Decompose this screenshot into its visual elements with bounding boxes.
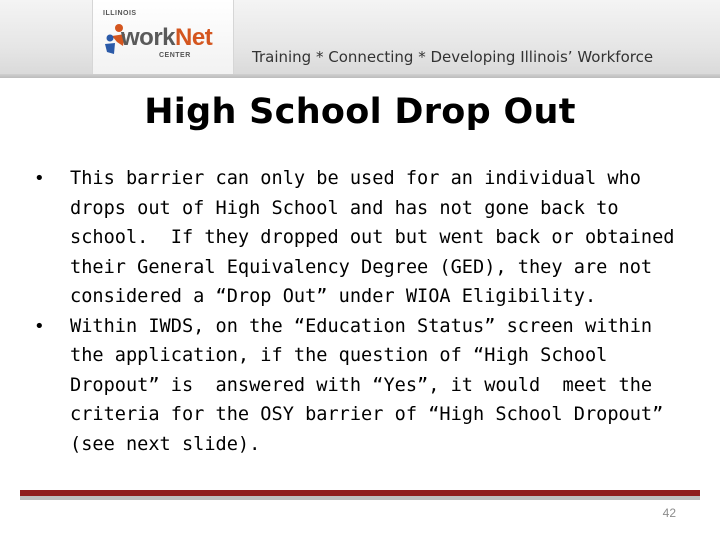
slide-title: High School Drop Out xyxy=(144,92,576,132)
header-banner xyxy=(0,0,720,78)
bullet-line: Within IWDS, on the “Education Status” screen within xyxy=(70,315,653,337)
bullet-item xyxy=(34,312,684,460)
bullet-line: criteria for the OSY barrier of “High School Dropout” xyxy=(70,404,664,425)
bullet-item xyxy=(34,164,684,312)
logo-center-text: CENTER xyxy=(159,52,191,59)
logo-illinois-text: ILLINOIS xyxy=(103,10,137,17)
bullet-line: their General Equivalency Degree (GED), they are not xyxy=(70,256,653,278)
bullet-line: the application, if the question of “High School xyxy=(70,345,608,366)
bullet-line: Dropout” is answered with “Yes”, it would meet the xyxy=(70,374,653,396)
footer-divider-shadow xyxy=(20,496,700,500)
bullet-line: considered a “Drop Out” under WIOA Eligibility. xyxy=(70,286,597,307)
bullet-line: This barrier can only be used for an individual who xyxy=(70,168,641,189)
bullet-line: drops out of High School and has not gone back to xyxy=(70,197,619,219)
header-tagline: Training * Connecting * Developing Illinois’ Workforce xyxy=(252,48,654,66)
bullet-line: school. If they dropped out but went back or obtained xyxy=(70,227,675,248)
logo-worknet-text xyxy=(121,24,212,52)
bullet-list xyxy=(34,164,684,459)
bullet-marker: • xyxy=(34,168,45,189)
illinois-worknet-logo xyxy=(92,0,234,74)
logo-work-word: work xyxy=(121,24,176,51)
bullet-line: (see next slide). xyxy=(70,433,261,455)
bullet-marker: • xyxy=(34,315,45,337)
page-number: 42 xyxy=(662,506,676,520)
logo-net-word: Net xyxy=(175,24,213,51)
